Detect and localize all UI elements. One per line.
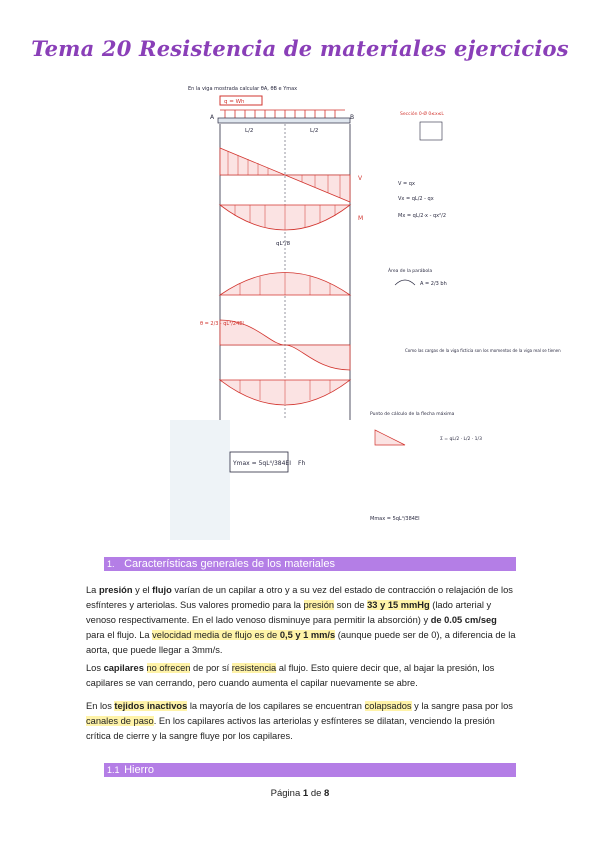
header-note: En la viga mostrada calcular θA, θB e Ymax xyxy=(188,86,298,92)
paragraph-1: La presión y el flujo varían de un capilar a otro y a su vez del estado de contracción o relajación de los esfínteres y arteriolas. Sus valores promedio para la presión son de 33 y 15 mmHg (lado arterial y venoso respectivamente. En el lado venoso disminuye para permitir la absorción) y de 0.05 cm/seg para el flujo. La velocidad media de flujo es de 0,5 y 1 mm/s (aunque puede ser de 0), a diferencia de la aorta, que puede llegar a 3mm/s. xyxy=(86,585,516,655)
page-title: Tema 20 Resistencia de materiales ejercicios xyxy=(31,36,569,61)
area-sketch xyxy=(395,280,415,285)
section-note: Sección 0-Ø 0≤x≤L xyxy=(400,112,444,117)
equation-3: Mx = qL/2·x - qx²/2 xyxy=(398,213,447,219)
equation-2: Vx = qL/2 - qx xyxy=(398,196,434,202)
area-title: Área de la parábola xyxy=(388,269,433,274)
span-right-label: L/2 xyxy=(310,128,319,134)
paragraph-3: En los tejidos inactivos la mayoría de los capilares se encuentran colapsados y la sangre pasa por los canales de paso. En los capilares activos las arteriolas y esfínteres se dilatan, venciendo la presión crítica de cierre y la sangre fluye por los capilares. xyxy=(86,701,513,741)
shear-positive xyxy=(220,148,285,175)
theta-a-label: θ = 2/3 · qL³/24EI xyxy=(200,321,244,327)
paragraph-2: Los capilares no ofrecen de por sí resistencia al flujo. Esto quiere decir que, al bajar la presión, los capilares se van cerrando, pero cuando aumenta el capilar nuevamente se abre. xyxy=(86,663,495,688)
support-b-label: B xyxy=(350,114,355,121)
deflection-sketch xyxy=(375,430,405,445)
section-title: Características generales de los materiales xyxy=(124,558,335,570)
section-header-2 xyxy=(104,763,516,777)
moment-hatching xyxy=(235,205,335,230)
ymax-formula: Ymax = 5qL⁴/384EI xyxy=(233,460,291,467)
moment-label: M xyxy=(358,215,364,222)
fict-shear-curve xyxy=(220,320,350,370)
watermark-shade xyxy=(170,420,230,540)
equation-1: V = qx xyxy=(398,181,415,187)
shear-label: V xyxy=(358,175,363,182)
load-label: q = Wh xyxy=(224,99,245,105)
beam xyxy=(218,118,350,123)
sum-equation: Σ = qL/2 · L/2 · 1/3 xyxy=(440,437,482,442)
area-equation: A = 2/3 bh xyxy=(420,281,447,287)
section-title: Hierro xyxy=(124,764,155,776)
section-number: 1.1 xyxy=(107,765,120,775)
section-number: 1. xyxy=(107,559,115,569)
deflection-title: Punto de cálculo de la flecha máxima xyxy=(370,412,455,417)
page-footer: Página 1 de 8 xyxy=(270,788,330,799)
beam-diagram-svg xyxy=(170,80,561,550)
support-a-label: A xyxy=(210,114,215,121)
ymax-tag: Fh xyxy=(298,460,306,467)
moment-value-label: qL²/8 xyxy=(276,241,291,247)
total-pages: 8 xyxy=(324,788,330,799)
section-sketch xyxy=(420,122,442,140)
span-left-label: L/2 xyxy=(245,128,254,134)
beam-diagram-figure xyxy=(170,80,561,550)
current-page: 1 xyxy=(302,788,309,799)
mmax-formula: Mmax = 5qL⁴/384EI xyxy=(370,516,420,522)
section-header-1 xyxy=(104,557,516,571)
conjugate-note: Como las cargas de la viga ficticia son los momentos de la viga real se tienen xyxy=(405,348,561,353)
distributed-load-arrows xyxy=(220,110,345,118)
